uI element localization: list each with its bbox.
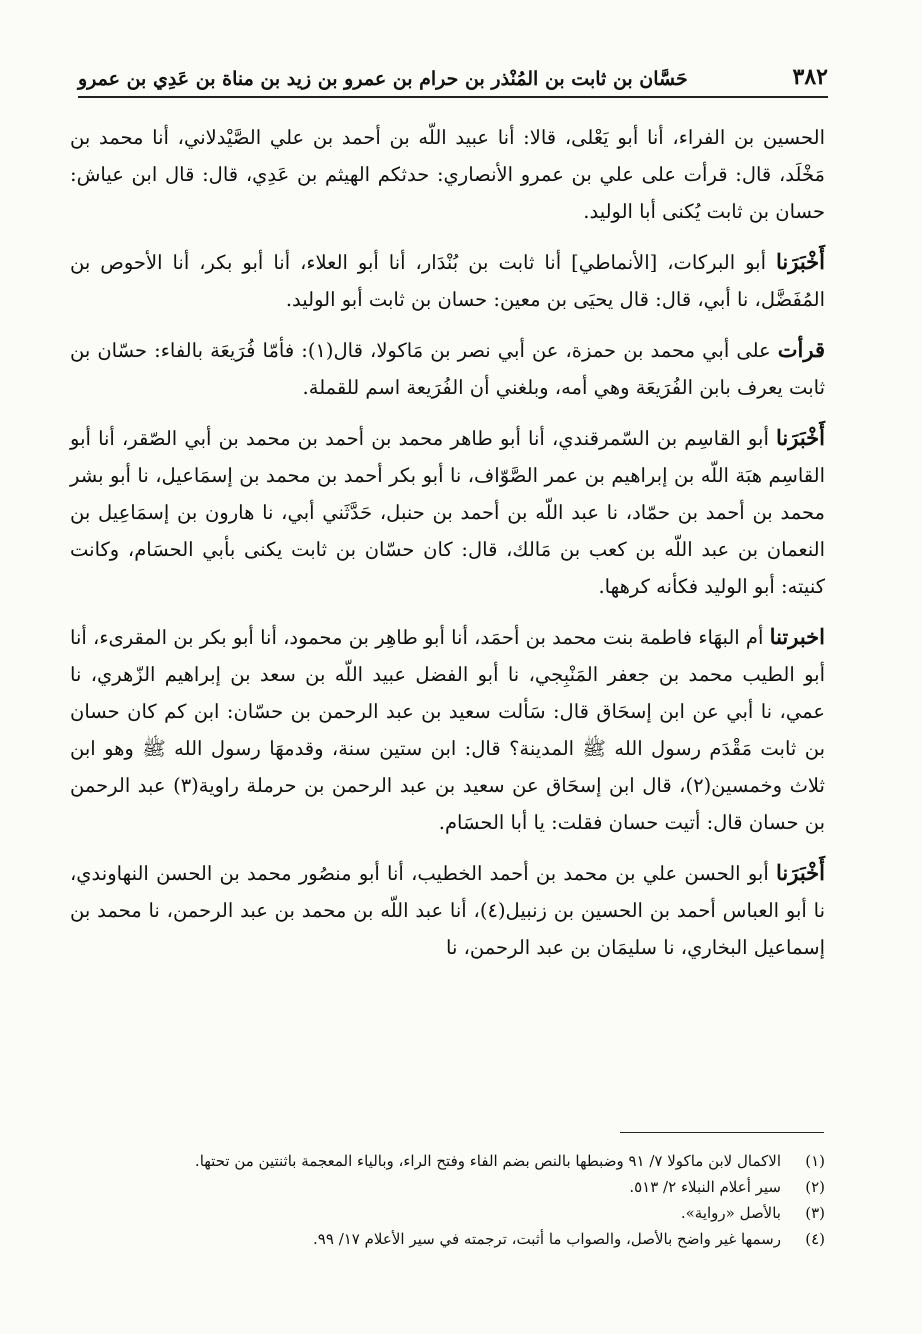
- paragraph: [70, 419, 825, 605]
- footnote: [110, 1148, 825, 1174]
- main-text: [70, 118, 825, 979]
- footnote-text: الاكمال لابن ماكولا ٧/ ٩١ وضبطها بالنص بضم الفاء وفتح الراء، وبالياء المعجمة باثنتين من تحتها.: [194, 1152, 781, 1170]
- page-number: ٣٨٢: [792, 64, 828, 90]
- paragraph-lead: أَخْبَرَنا: [776, 425, 825, 450]
- footnote-text: سير أعلام النبلاء ٢/ ٥١٣.: [629, 1178, 781, 1196]
- paragraph-text: أبو الحسن علي بن محمد بن أحمد الخطيب، أنا أبو منصُور محمد بن الحسن النهاوندي، نا أبو العباس أحمد بن الحسين بن زنبيل(٤)، أنا عبد اللّه بن محمد بن عبد الرحمن، نا محمد بن إسماعيل البخاري، نا سليمَان بن عبد الرحمن، نا: [70, 862, 826, 959]
- paragraph: [70, 118, 825, 230]
- paragraph: [70, 854, 825, 966]
- footnote-number: (١): [805, 1152, 825, 1170]
- paragraph: [70, 331, 825, 406]
- paragraph: [70, 243, 825, 318]
- footnote-number: (٢): [805, 1178, 825, 1196]
- page-header: [78, 58, 828, 98]
- paragraph-lead: اخبرتنا: [769, 624, 825, 649]
- paragraph-lead: أَخْبَرَنا: [776, 860, 825, 885]
- footnote-number: (٣): [805, 1204, 825, 1222]
- paragraph-text: الحسين بن الفراء، أنا أبو يَعْلى، قالا: أنا عبيد اللّه بن أحمد بن علي الصَّيْدلاني، أنا محمد بن مَخْلَد، قال: قرأت على علي بن عمرو الأنصاري: حدثكم الهيثم بن عَدِي، قال: قال ابن عياش: حسان بن ثابت يُكنى أبا الوليد.: [70, 126, 825, 223]
- footnote-text: بالأصل «رواية».: [680, 1204, 781, 1222]
- paragraph: [70, 618, 825, 841]
- running-title: حَسَّان بن ثابت بن المُنْذر بن حرام بن عمرو بن زيد بن مناة بن عَدِي بن عمرو: [78, 68, 688, 90]
- paragraph-text: أبو البركات، [الأنماطي] أنا ثابت بن بُنْدَار، أنا أبو العلاء، أنا أبو بكر، أنا الأحوص بن المُفَضَّل، نا أبي، قال: قال يحيَى بن معين: حسان بن ثابت أبو الوليد.: [70, 251, 825, 311]
- footnote-number: (٤): [805, 1230, 825, 1248]
- paragraph-lead: قرأت: [777, 337, 825, 362]
- footnotes: [110, 1148, 825, 1252]
- paragraph-text: على أبي محمد بن حمزة، عن أبي نصر بن مَاكولا، قال(١): فأمّا فُرَيعَة بالفاء: حسّان بن ثابت يعرف بابن الفُرَيعَة وهي أمه، وبلغني أن الفُرَيعة اسم للقملة.: [70, 339, 825, 399]
- footnote: [110, 1174, 825, 1200]
- footnote: [110, 1200, 825, 1226]
- paragraph-text: أبو القاسِم بن السّمرقندي، أنا أبو طاهر محمد بن أحمد بن محمد بن أبي الصّقر، أنا أبو القاسِم هبَة اللّه بن إبراهيم بن عمر الصَّوّاف، نا أبو بكر أحمد بن محمد بن إسمَاعيل، نا أبو بشر محمد بن أحمد بن حمّاد، نا عبد اللّه بن أحمد بن حنبل، حَدَّثَني أبي، نا هارون بن إسمَاعِيل بن النعمان بن عبد اللّه بن كعب بن مَالك، قال: كان حسّان بن ثابت يكنى بأبي الحسَام، وكانت كنيته: أبو الوليد فكأنه كرهها.: [70, 427, 825, 598]
- footnote: [110, 1226, 825, 1252]
- footnote-separator: [620, 1132, 824, 1133]
- paragraph-lead: أَخْبَرَنا: [776, 249, 825, 274]
- paragraph-text: أم البهَاء فاطمة بنت محمد بن أحمَد، أنا أبو طاهِر بن محمود، أنا أبو بكر بن المقرىء، أنا أبو الطيب محمد بن جعفر المَنْبِجي، نا أبو الفضل عبيد اللّه بن سعد بن إبراهيم الزّهري، نا عمي، نا أبي عن ابن إسحَاق قال: سَألت سعيد بن عبد الرحمن بن حسّان: ابن كم كان حسان بن ثابت مَقْدَم رسول الله ﷺ المدينة؟ قال: ابن ستين سنة، وقدمهَا رسول الله ﷺ وهو ابن ثلاث وخمسين(٢)، قال ابن إسحَاق عن سعيد بن عبد الرحمن بن حرملة راوية(٣) عبد الرحمن بن حسان قال: أتيت حسان فقلت: يا أبا الحسَام.: [70, 626, 825, 834]
- footnote-text: رسمها غير واضح بالأصل، والصواب ما أثبت، ترجمته في سير الأعلام ١٧/ ٩٩.: [313, 1230, 781, 1248]
